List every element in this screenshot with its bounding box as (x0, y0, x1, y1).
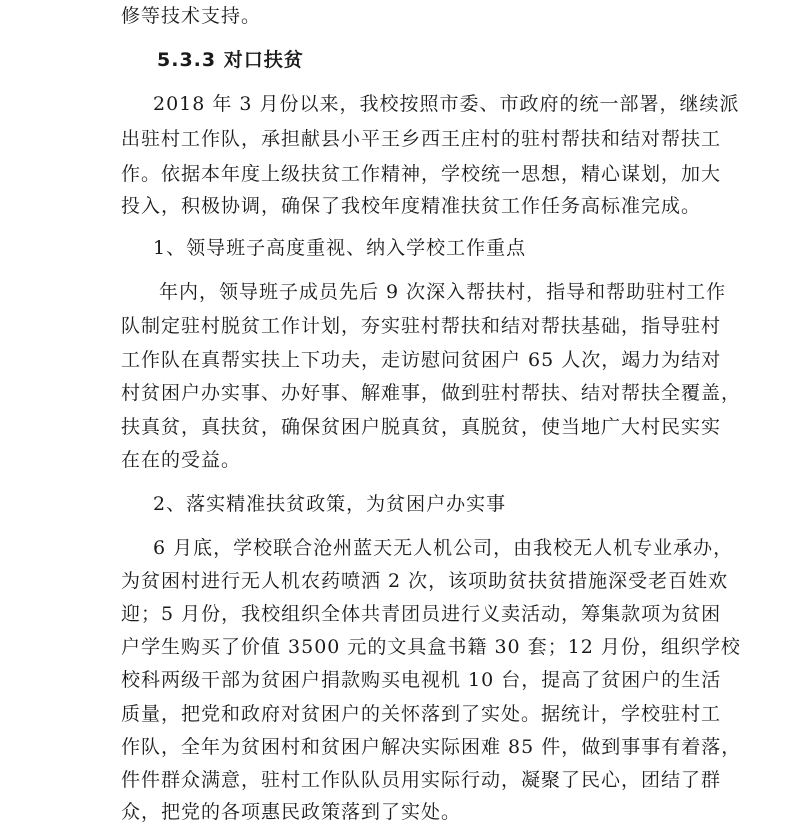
paragraph-line: 投入，积极协调，确保了我校年度精准扶贫工作任务高标准完成。 (121, 195, 702, 217)
paragraph-line: 出驻村工作队，承担献县小平王乡西王庄村的驻村帮扶和结对帮扶工 (121, 128, 722, 150)
paragraph-line: 年内，领导班子成员先后 9 次深入帮扶村，指导和帮助驻村工作 (159, 281, 727, 303)
paragraph-line: 质量，把党和政府对贫困户的关怀落到了实处。据统计，学校驻村工 (121, 703, 722, 725)
paragraph-line: 村贫困户办实事、办好事、解难事，做到驻村帮扶、结对帮扶全覆盖， (121, 382, 742, 404)
section-heading: 5.3.3 对口扶贫 (157, 49, 304, 71)
paragraph-line: 扶真贫，真扶贫，确保贫困户脱真贫，真脱贫，使当地广大村民实实 (121, 416, 722, 438)
paragraph-line: 校科两级干部为贫困户捐款购买电视机 10 台，提高了贫困户的生活 (121, 669, 722, 691)
paragraph-line: 迎；5 月份，我校组织全体共青团员进行义卖活动，筹集款项为贫困 (121, 603, 722, 625)
paragraph-line: 在在的受益。 (121, 449, 242, 471)
paragraph-line: 件件群众满意，驻村工作队队员用实际行动，凝聚了民心，团结了群 (121, 769, 722, 791)
paragraph-line: 户学生购买了价值 3500 元的文具盒书籍 30 套；12 月份，组织学校 (121, 636, 741, 658)
paragraph-line: 为贫困村进行无人机农药喷洒 2 次，该项助贫扶贫措施深受老百姓欢 (121, 570, 729, 592)
paragraph-line: 作队，全年为贫困村和贫困户解决实际困难 85 件，做到事事有着落， (121, 736, 742, 758)
item2-title: 2、落实精准扶贫政策，为贫困户办实事 (153, 493, 507, 515)
paragraph-line: 作。依据本年度上级扶贫工作精神，学校统一思想，精心谋划，加大 (121, 163, 722, 185)
paragraph-line: 6 月底，学校联合沧州蓝天无人机公司，由我校无人机专业承办， (153, 537, 734, 559)
continued-text-line: 修等技术支持。 (121, 5, 262, 27)
item1-title: 1、领导班子高度重视、纳入学校工作重点 (153, 237, 527, 259)
paragraph-line: 众，把党的各项惠民政策落到了实处。 (121, 801, 462, 823)
paragraph-line: 工作队在真帮实扶上下功夫，走访慰问贫困户 65 人次，竭力为结对 (121, 349, 722, 371)
paragraph-line: 队制定驻村脱贫工作计划，夯实驻村帮扶和结对帮扶基础，指导驻村 (121, 315, 722, 337)
paragraph-line: 2018 年 3 月份以来，我校按照市委、市政府的统一部署，继续派 (153, 93, 740, 115)
